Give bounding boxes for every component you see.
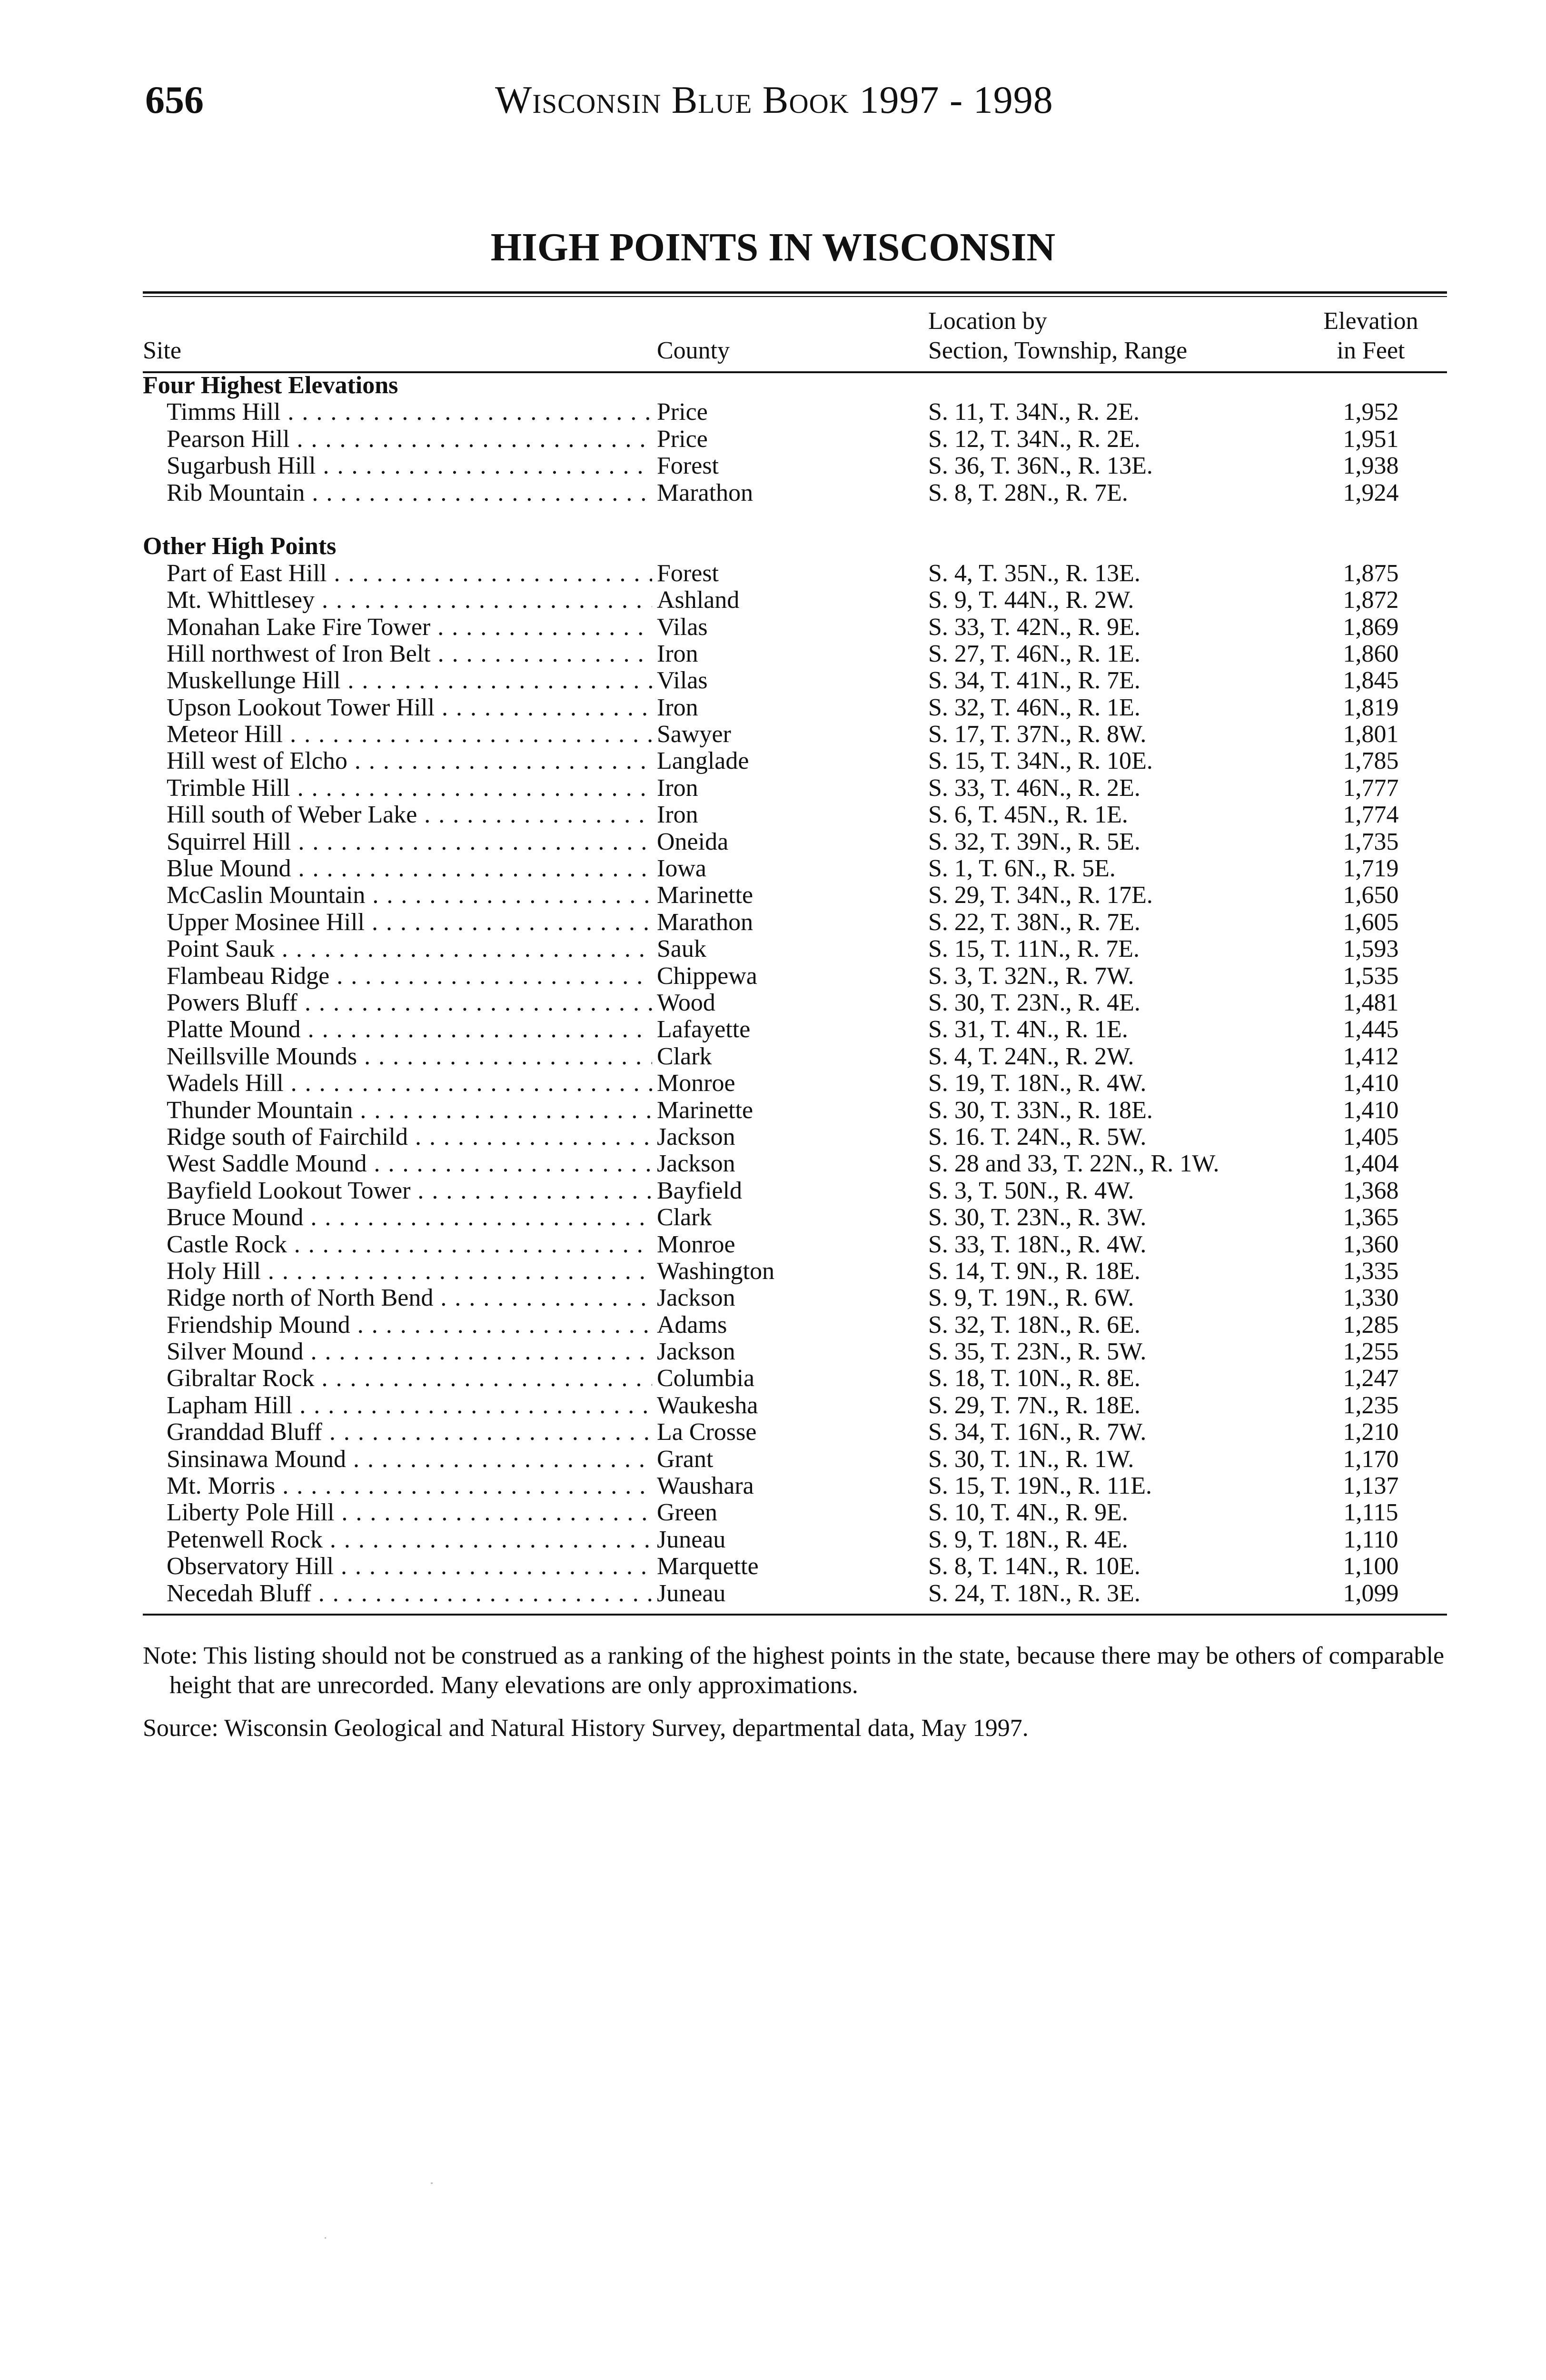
table-row [143, 1258, 1447, 1285]
location-cell: S. 33, T. 46N., R. 2E. [928, 774, 1140, 802]
table-row [143, 1150, 1447, 1177]
location-cell: S. 30, T. 23N., R. 4E. [928, 989, 1140, 1016]
location-cell: S. 9, T. 18N., R. 4E. [928, 1526, 1128, 1553]
site-cell: Mt. Whittlesey . . . [167, 587, 652, 614]
county-cell: Langlade [657, 747, 749, 775]
table-row [143, 882, 1447, 909]
elevation-cell: 1,365 [1343, 1204, 1399, 1231]
location-cell: S. 31, T. 4N., R. 1E. [928, 1016, 1128, 1043]
column-headers [143, 305, 1447, 369]
elevation-cell: 1,735 [1343, 828, 1399, 855]
county-cell: Vilas [657, 613, 708, 641]
site-cell: Mt. Morris . . . [167, 1473, 652, 1499]
elevation-cell: 1,774 [1343, 801, 1399, 829]
elevation-cell: 1,170 [1343, 1445, 1399, 1473]
table-row [143, 560, 1447, 587]
county-cell: Washington [657, 1257, 775, 1285]
county-cell: Jackson [657, 1123, 735, 1150]
location-cell: S. 3, T. 50N., R. 4W. [928, 1177, 1134, 1204]
elevation-cell: 1,405 [1343, 1123, 1399, 1150]
table-row [143, 1043, 1447, 1070]
table-row [143, 399, 1447, 426]
table-row [143, 614, 1447, 641]
table-row [143, 909, 1447, 936]
site-cell: Meteor Hill . . . [167, 721, 652, 748]
elevation-cell: 1,368 [1343, 1177, 1399, 1204]
elevation-cell: 1,137 [1343, 1472, 1399, 1500]
bottom-rule [143, 1614, 1447, 1616]
table-row [143, 1499, 1447, 1526]
county-cell: Iron [657, 694, 698, 721]
table-row [143, 453, 1447, 479]
table-row [143, 641, 1447, 667]
elevation-cell: 1,285 [1343, 1311, 1399, 1339]
table-note: Note: This listing should not be construed as a ranking of the highest points in the state, because there may be others of comparable height that are unrecorded. Many elevations are only approximations. [143, 1642, 1445, 1699]
location-cell: S. 4, T. 35N., R. 13E. [928, 559, 1140, 587]
location-cell: S. 9, T. 44N., R. 2W. [928, 586, 1134, 614]
elevation-cell: 1,210 [1343, 1418, 1399, 1446]
location-cell: S. 29, T. 7N., R. 18E. [928, 1391, 1140, 1419]
table-row [143, 1124, 1447, 1150]
column-header-site: Site [143, 337, 181, 364]
site-cell: Platte Mound . . . [167, 1016, 652, 1043]
elevation-cell: 1,099 [1343, 1579, 1399, 1607]
table-row [143, 1473, 1447, 1499]
county-cell: Price [657, 425, 708, 453]
table-row [143, 694, 1447, 721]
site-cell: McCaslin Mountain . . . [167, 882, 652, 909]
site-cell: Point Sauk . . . [167, 936, 652, 962]
elevation-cell: 1,938 [1343, 452, 1399, 480]
location-cell: S. 3, T. 32N., R. 7W. [928, 962, 1134, 990]
location-cell: S. 11, T. 34N., R. 2E. [928, 398, 1140, 426]
elevation-cell: 1,845 [1343, 667, 1399, 694]
column-header-location-line2: Section, Township, Range [928, 337, 1188, 364]
location-cell: S. 22, T. 38N., R. 7E. [928, 908, 1140, 936]
location-cell: S. 14, T. 9N., R. 18E. [928, 1257, 1140, 1285]
location-cell: S. 6, T. 45N., R. 1E. [928, 801, 1128, 829]
elevation-cell: 1,719 [1343, 855, 1399, 883]
elevation-cell: 1,869 [1343, 613, 1399, 641]
site-cell: Necedah Bluff . . . [167, 1580, 652, 1607]
county-cell: Jackson [657, 1284, 735, 1312]
site-cell: Ridge south of Fairchild . . . [167, 1124, 652, 1150]
table-row [143, 587, 1447, 614]
county-cell: Clark [657, 1042, 712, 1070]
scan-speck [431, 2182, 433, 2184]
county-cell: Monroe [657, 1230, 735, 1258]
site-cell: Upper Mosinee Hill . . . [167, 909, 652, 936]
site-cell: West Saddle Mound . . . [167, 1150, 652, 1177]
table-row [143, 1178, 1447, 1204]
location-cell: S. 1, T. 6N., R. 5E. [928, 855, 1116, 883]
elevation-cell: 1,360 [1343, 1230, 1399, 1258]
table-row [143, 775, 1447, 802]
location-cell: S. 28 and 33, T. 22N., R. 1W. [928, 1150, 1219, 1178]
elevation-cell: 1,650 [1343, 882, 1399, 909]
county-cell: Clark [657, 1204, 712, 1231]
county-cell: Marinette [657, 882, 753, 909]
elevation-cell: 1,235 [1343, 1391, 1399, 1419]
table-row [143, 1097, 1447, 1124]
table-row [143, 1419, 1447, 1446]
table-row [143, 802, 1447, 828]
table-row [143, 829, 1447, 855]
column-header-elevation-line2: in Feet [1337, 337, 1405, 364]
location-cell: S. 30, T. 23N., R. 3W. [928, 1204, 1147, 1231]
site-cell: Ridge north of North Bend . . . [167, 1285, 652, 1311]
section-title: Four Highest Elevations [143, 372, 398, 399]
elevation-cell: 1,255 [1343, 1338, 1399, 1366]
site-cell: Hill south of Weber Lake . . . [167, 802, 652, 828]
location-cell: S. 34, T. 16N., R. 7W. [928, 1418, 1147, 1446]
site-cell: Hill west of Elcho . . . [167, 748, 652, 774]
county-cell: Bayfield [657, 1177, 743, 1204]
county-cell: Juneau [657, 1526, 726, 1553]
elevation-cell: 1,875 [1343, 559, 1399, 587]
column-header-elevation [1295, 307, 1447, 366]
site-cell: Thunder Mountain . . . [167, 1097, 652, 1124]
table-row [143, 1392, 1447, 1419]
location-cell: S. 4, T. 24N., R. 2W. [928, 1042, 1134, 1070]
section-spacer [143, 506, 1447, 533]
table-row [143, 1580, 1447, 1607]
table-title: HIGH POINTS IN WISCONSIN [490, 225, 1056, 269]
site-cell: Observatory Hill . . . [167, 1553, 652, 1580]
column-header-elevation-line1: Elevation [1323, 307, 1418, 335]
location-cell: S. 35, T. 23N., R. 5W. [928, 1338, 1147, 1366]
county-cell: Forest [657, 452, 719, 480]
county-cell: Chippewa [657, 962, 757, 990]
elevation-cell: 1,481 [1343, 989, 1399, 1016]
location-cell: S. 33, T. 18N., R. 4W. [928, 1230, 1147, 1258]
county-cell: Waukesha [657, 1391, 758, 1419]
site-cell: Castle Rock . . . [167, 1231, 652, 1258]
table-row [143, 748, 1447, 774]
location-cell: S. 17, T. 37N., R. 8W. [928, 721, 1147, 748]
county-cell: Green [657, 1499, 718, 1527]
elevation-cell: 1,110 [1343, 1526, 1398, 1553]
elevation-cell: 1,924 [1343, 479, 1399, 506]
location-cell: S. 30, T. 33N., R. 18E. [928, 1096, 1153, 1124]
top-rule-thin [143, 296, 1447, 297]
county-cell: Ashland [657, 586, 740, 614]
county-cell: Juneau [657, 1579, 726, 1607]
high-points-table [143, 372, 1447, 1607]
county-cell: Vilas [657, 667, 708, 694]
elevation-cell: 1,100 [1343, 1553, 1399, 1580]
table-row [143, 1527, 1447, 1553]
county-cell: Iowa [657, 855, 706, 883]
location-cell: S. 29, T. 34N., R. 17E. [928, 882, 1153, 909]
elevation-cell: 1,951 [1343, 425, 1399, 453]
table-row [143, 1285, 1447, 1311]
location-cell: S. 24, T. 18N., R. 3E. [928, 1579, 1140, 1607]
site-cell: Gibraltar Rock . . . [167, 1365, 652, 1392]
location-cell: S. 30, T. 1N., R. 1W. [928, 1445, 1134, 1473]
elevation-cell: 1,593 [1343, 935, 1399, 963]
county-cell: Marinette [657, 1096, 753, 1124]
site-cell: Flambeau Ridge . . . [167, 963, 652, 990]
location-cell: S. 8, T. 14N., R. 10E. [928, 1553, 1140, 1580]
elevation-cell: 1,410 [1343, 1070, 1399, 1097]
column-header-county: County [657, 337, 730, 364]
location-cell: S. 34, T. 41N., R. 7E. [928, 667, 1140, 694]
site-cell: Trimble Hill . . . [167, 775, 652, 802]
column-header-location [928, 307, 1187, 366]
elevation-cell: 1,410 [1343, 1096, 1399, 1124]
county-cell: Marathon [657, 479, 753, 506]
site-cell: Wadels Hill . . . [167, 1070, 652, 1097]
location-cell: S. 15, T. 19N., R. 11E. [928, 1472, 1152, 1500]
county-cell: Marquette [657, 1553, 759, 1580]
county-cell: Jackson [657, 1338, 735, 1366]
scan-speck [325, 2237, 326, 2239]
location-cell: S. 10, T. 4N., R. 9E. [928, 1499, 1128, 1527]
site-cell: Friendship Mound . . . [167, 1312, 652, 1339]
site-cell: Hill northwest of Iron Belt . . . [167, 641, 652, 667]
section-title: Other High Points [143, 533, 337, 560]
elevation-cell: 1,819 [1343, 694, 1399, 721]
location-cell: S. 8, T. 28N., R. 7E. [928, 479, 1128, 506]
site-cell: Upson Lookout Tower Hill . . . [167, 694, 652, 721]
county-cell: Monroe [657, 1070, 735, 1097]
location-cell: S. 15, T. 11N., R. 7E. [928, 935, 1140, 963]
site-cell: Sugarbush Hill . . . [167, 453, 652, 479]
location-cell: S. 9, T. 19N., R. 6W. [928, 1284, 1134, 1312]
notes-block [143, 1641, 1447, 1743]
county-cell: Waushara [657, 1472, 754, 1500]
location-cell: S. 32, T. 39N., R. 5E. [928, 828, 1140, 855]
site-cell: Timms Hill . . . [167, 399, 652, 426]
table-row [143, 480, 1447, 506]
location-cell: S. 19, T. 18N., R. 4W. [928, 1070, 1147, 1097]
table-row [143, 1553, 1447, 1580]
page-number: 656 [145, 78, 204, 121]
county-cell: Wood [657, 989, 715, 1016]
table-row [143, 1070, 1447, 1097]
table-row [143, 990, 1447, 1016]
site-cell: Rib Mountain . . . [167, 480, 652, 506]
running-title: Wisconsin Blue Book 1997 - 1998 [495, 78, 1053, 121]
county-cell: Columbia [657, 1365, 755, 1392]
site-cell: Petenwell Rock . . . [167, 1527, 652, 1553]
site-cell: Liberty Pole Hill . . . [167, 1499, 652, 1526]
site-cell: Holy Hill . . . [167, 1258, 652, 1285]
county-cell: Adams [657, 1311, 727, 1339]
location-cell: S. 15, T. 34N., R. 10E. [928, 747, 1153, 775]
location-cell: S. 32, T. 18N., R. 6E. [928, 1311, 1140, 1339]
table-row [143, 667, 1447, 694]
table-row [143, 1016, 1447, 1043]
elevation-cell: 1,115 [1343, 1499, 1398, 1527]
table-row [143, 855, 1447, 882]
site-cell: Powers Bluff . . . [167, 990, 652, 1016]
site-cell: Bayfield Lookout Tower . . . [167, 1178, 652, 1204]
location-cell: S. 32, T. 46N., R. 1E. [928, 694, 1140, 721]
elevation-cell: 1,535 [1343, 962, 1399, 990]
table-source: Source: Wisconsin Geological and Natural History Survey, departmental data, May 1997. [143, 1715, 1029, 1742]
table-row [143, 1446, 1447, 1473]
location-cell: S. 33, T. 42N., R. 9E. [928, 613, 1140, 641]
county-cell: Oneida [657, 828, 729, 855]
elevation-cell: 1,412 [1343, 1042, 1399, 1070]
location-cell: S. 16. T. 24N., R. 5W. [928, 1123, 1147, 1150]
running-head [145, 76, 1440, 124]
site-cell: Silver Mound . . . [167, 1339, 652, 1365]
location-cell: S. 18, T. 10N., R. 8E. [928, 1365, 1140, 1392]
elevation-cell: 1,801 [1343, 721, 1399, 748]
county-cell: Grant [657, 1445, 714, 1473]
column-header-location-line1: Location by [928, 307, 1047, 335]
site-cell: Pearson Hill . . . [167, 426, 652, 453]
elevation-cell: 1,335 [1343, 1257, 1399, 1285]
county-cell: Marathon [657, 908, 753, 936]
county-cell: Iron [657, 774, 698, 802]
table-row [143, 963, 1447, 990]
site-cell: Squirrel Hill . . . [167, 829, 652, 855]
county-cell: Forest [657, 559, 719, 587]
elevation-cell: 1,247 [1343, 1365, 1399, 1392]
county-cell: Iron [657, 801, 698, 829]
elevation-cell: 1,872 [1343, 586, 1399, 614]
elevation-cell: 1,330 [1343, 1284, 1399, 1312]
elevation-cell: 1,952 [1343, 398, 1399, 426]
site-cell: Bruce Mound . . . [167, 1204, 652, 1231]
elevation-cell: 1,777 [1343, 774, 1399, 802]
site-cell: Part of East Hill . . . [167, 560, 652, 587]
site-cell: Lapham Hill . . . [167, 1392, 652, 1419]
top-rule [143, 291, 1447, 294]
elevation-cell: 1,785 [1343, 747, 1399, 775]
county-cell: Lafayette [657, 1016, 751, 1043]
table-row [143, 426, 1447, 453]
site-cell: Muskellunge Hill . . . [167, 667, 652, 694]
site-cell: Granddad Bluff . . . [167, 1419, 652, 1446]
county-cell: La Crosse [657, 1418, 757, 1446]
elevation-cell: 1,404 [1343, 1150, 1399, 1178]
table-row [143, 1312, 1447, 1339]
site-cell: Monahan Lake Fire Tower . . . [167, 614, 652, 641]
table-row [143, 1204, 1447, 1231]
table-row [143, 1231, 1447, 1258]
county-cell: Price [657, 398, 708, 426]
elevation-cell: 1,860 [1343, 640, 1399, 667]
site-cell: Sinsinawa Mound . . . [167, 1446, 652, 1473]
site-cell: Blue Mound . . . [167, 855, 652, 882]
location-cell: S. 12, T. 34N., R. 2E. [928, 425, 1140, 453]
site-cell: Neillsville Mounds . . . [167, 1043, 652, 1070]
county-cell: Iron [657, 640, 698, 667]
elevation-cell: 1,605 [1343, 908, 1399, 936]
table-row [143, 936, 1447, 962]
elevation-cell: 1,445 [1343, 1016, 1399, 1043]
table-row [143, 1365, 1447, 1392]
county-cell: Sawyer [657, 721, 731, 748]
location-cell: S. 36, T. 36N., R. 13E. [928, 452, 1153, 480]
table-row [143, 721, 1447, 748]
county-cell: Jackson [657, 1150, 735, 1178]
location-cell: S. 27, T. 46N., R. 1E. [928, 640, 1140, 667]
table-row [143, 1339, 1447, 1365]
county-cell: Sauk [657, 935, 706, 963]
